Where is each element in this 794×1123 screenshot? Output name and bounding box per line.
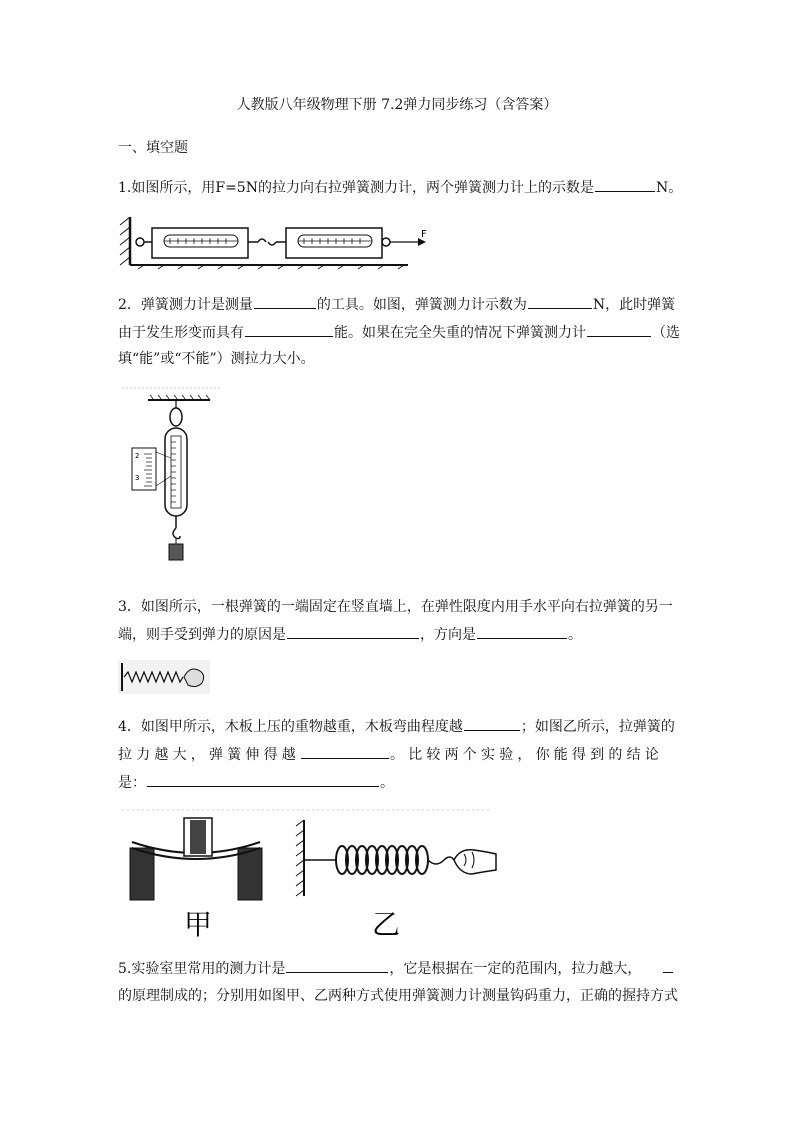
question-2-text: 2．弹簧测力计是测量 — [118, 297, 253, 313]
answer-blank[interactable] — [286, 958, 388, 973]
figure-two-spring-scales — [118, 215, 438, 270]
question-3-text: 。 — [568, 627, 582, 643]
section-heading: 一、填空题 — [118, 140, 188, 156]
question-4-text: 。比较两个实验，你能得到的结论 — [390, 747, 663, 763]
answer-blank[interactable] — [528, 294, 592, 309]
force-label: F — [421, 229, 427, 240]
answer-blank[interactable] — [245, 322, 333, 337]
question-1-unit: N。 — [655, 180, 683, 196]
question-3-text: 端，则手受到弹力的原因是 — [118, 627, 286, 643]
question-2-line-3 — [118, 349, 678, 369]
answer-blank[interactable] — [301, 744, 389, 759]
question-4-text: 拉力越大，弹簧伸得越 — [118, 747, 300, 763]
page-title: 人教版八年级物理下册 7.2弹力同步练习（含答案） — [236, 97, 558, 113]
answer-blank[interactable] — [595, 177, 655, 192]
question-4-text: 4．如图甲所示，木板上压的重物越重，木板弯曲程度越 — [118, 719, 463, 735]
question-5-line-1 — [118, 958, 678, 979]
question-2-line-2 — [118, 322, 678, 343]
question-2-line-1 — [118, 294, 678, 315]
question-4-text: 是： — [118, 775, 146, 791]
scale-label: 2 — [135, 452, 140, 460]
label-yi: 乙 — [372, 908, 401, 941]
figure-vertical-spring-scale — [118, 386, 228, 566]
question-5-text: 5.实验室里常用的测力计是 — [118, 961, 286, 977]
question-4-text: ；如图乙所示，拉弹簧的 — [520, 719, 675, 735]
figure-hand-pulling-spring — [118, 660, 210, 694]
scale-label: 3 — [135, 474, 140, 482]
answer-blank[interactable] — [147, 772, 379, 787]
question-4-text: 。 — [380, 775, 394, 791]
question-2-text: 能。如果在完全失重的情况下弹簧测力计 — [334, 325, 586, 341]
answer-blank[interactable] — [464, 716, 520, 731]
question-3-line-2 — [118, 624, 678, 645]
figure-jia-yi — [118, 806, 508, 942]
question-5-line-2 — [118, 986, 678, 1006]
question-5-text: 的原理制成的；分别用如图甲、乙两种方式使用弹簧测力计测量钩码重力，正确的握持方式 — [118, 988, 678, 1004]
answer-blank[interactable] — [254, 294, 316, 309]
question-4-line-2 — [118, 744, 678, 765]
question-2-text: 由于发生形变而具有 — [118, 325, 244, 341]
question-1-text: 1.如图所示，用F=5N的拉力向右拉弹簧测力计，两个弹簧测力计上的示数是 — [118, 180, 594, 196]
question-4-line-1 — [118, 716, 678, 737]
answer-blank[interactable] — [477, 624, 567, 639]
question-1 — [118, 177, 683, 198]
question-2-text: 填“能”或“不能”）测拉力大小。 — [118, 351, 315, 367]
question-3-text: 3．如图所示，一根弹簧的一端固定在竖直墙上，在弹性限度内用手水平向右拉弹簧的另一 — [118, 599, 673, 615]
question-5-text: ，它是根据在一定的范围内，拉力越大， — [389, 961, 642, 977]
question-2-text: N，此时弹簧 — [592, 297, 676, 313]
label-jia: 甲 — [184, 908, 213, 941]
question-3-text: ，方向是 — [420, 627, 476, 643]
answer-blank[interactable] — [663, 958, 673, 973]
question-4-line-3 — [118, 772, 678, 793]
question-2-text: （选 — [652, 325, 680, 341]
answer-blank[interactable] — [287, 624, 419, 639]
question-3-line-1 — [118, 597, 678, 617]
question-2-text: 的工具。如图，弹簧测力计示数为 — [316, 297, 527, 313]
answer-blank[interactable] — [587, 322, 651, 337]
